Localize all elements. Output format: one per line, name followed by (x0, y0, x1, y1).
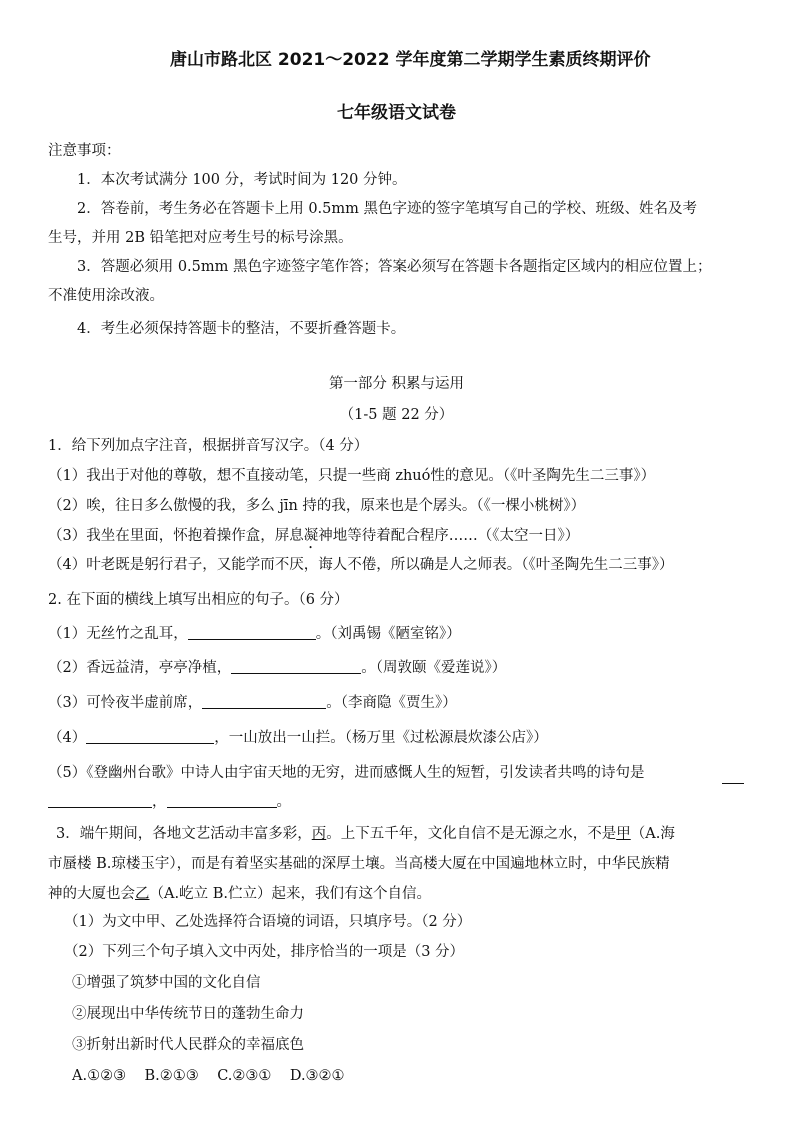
q3-passage-line3 (48, 884, 431, 904)
q3-line1-part3: （A.海 (630, 826, 675, 842)
q2-sub4-answer-blank[interactable] (86, 728, 214, 744)
q3-passage-line1 (56, 824, 675, 844)
q3-blank-jia: 甲 (616, 826, 631, 842)
note-1: 1．本次考试满分 100 分，考试时间为 120 分钟。 (77, 172, 407, 188)
q2-sub3-answer-blank[interactable] (202, 693, 326, 709)
q3-line3-part1: 神的大厦也会 (48, 886, 135, 902)
q1-sub3-part2: 神地等待着配合程序……（《太空一日》） (318, 528, 580, 544)
q2-sub3-tail: 。（李商隐《贾生》） (326, 695, 457, 711)
q2-sub5-comma: ， (152, 794, 167, 810)
q2-sub2-lead: （2）香远益清，亭亭净植， (48, 660, 232, 676)
q2-sub1-lead: （1）无丝竹之乱耳， (48, 626, 188, 642)
q2-sub3-lead: （3）可怜夜半虚前席， (48, 695, 203, 711)
q1-sub4: （4）叶老既是躬行君子，又能学而不厌，诲人不倦，所以确是人之师表。（《叶圣陶先生二三事》） (48, 557, 674, 573)
q2-sub4-lead: （4） (48, 730, 87, 746)
notes-heading: 注意事项： (48, 143, 121, 159)
note-3-line1: 3．答题必须用 0.5mm 黑色字迹签字笔作答；答案必须写在答题卡各题指定区域内的相应位置上； (77, 259, 712, 275)
note-3-line2: 不准使用涂改液。 (48, 288, 164, 304)
exam-title: 唐山市路北区 2021～2022 学年度第二学期学生素质终期评价 (170, 50, 651, 70)
note-2-line2: 生号，并用 2B 铅笔把对应考生号的标号涂黑。 (48, 230, 353, 246)
q2-sub5-line2 (48, 792, 291, 812)
q3-sub1: （1）为文中甲、乙处选择符合语境的词语，只填序号。（2 分） (64, 914, 472, 930)
q3-blank-bing: 丙 (311, 826, 327, 842)
q1-sub3 (48, 526, 579, 552)
q1-sub3-dotted-char: 凝 (303, 528, 319, 544)
note-2-line1: 2．答卷前，考生务必在答题卡上用 0.5mm 黑色字迹的签字笔填写自己的学校、班级、姓名及考 (77, 201, 697, 217)
q3-option-1: ①增强了筑梦中国的文化自信 (72, 975, 261, 991)
q2-sub1-answer-blank[interactable] (188, 624, 316, 640)
q3-choices: A.①②③ B.②①③ C.②③① D.③②① (72, 1068, 345, 1084)
q2-sub5-line1 (48, 763, 644, 783)
q2-sub5-answer-blank-2[interactable] (167, 792, 277, 808)
q3-blank-yi: 乙 (135, 886, 150, 902)
q1-stem: 1．给下列加点字注音，根据拼音写汉字。（4 分） (48, 438, 369, 454)
q1-sub3-part1: （3）我坐在里面，怀抱着操作盒，屏息 (48, 528, 304, 544)
q2-sub3 (48, 693, 457, 713)
exam-subtitle: 七年级语文试卷 (337, 103, 456, 123)
q3-line1-part1: 3．端午期间，各地文艺活动丰富多彩， (56, 826, 312, 842)
q2-stem: 2. 在下面的横线上填写出相应的句子。（6 分） (48, 592, 349, 608)
q2-sub1 (48, 624, 461, 644)
q2-sub5-answer-blank-1[interactable] (48, 792, 152, 808)
note-4: 4．考生必须保持答题卡的整洁，不要折叠答题卡。 (77, 321, 406, 337)
q3-passage-line2: 市蜃楼 B.琼楼玉宇），而是有着坚实基础的深厚土壤。当高楼大厦在中国遍地林立时，中华民族精 (48, 856, 670, 872)
q2-sub2 (48, 658, 506, 678)
q2-sub2-tail: 。（周敦颐《爱莲说》） (361, 660, 507, 676)
q2-sub4-tail: ，一山放出一山拦。（杨万里《过松源晨炊漆公店》） (214, 730, 548, 746)
q1-sub2: （2）唉，往日多么傲慢的我，多么 jīn 持的我，原来也是个孱头。（《一棵小桃树》） (48, 498, 586, 514)
q2-sub5-lead: （5）《登幽州台歌》中诗人由宇宙天地的无穷，进而感慨人生的短暂，引发读者共鸣的诗句是 (48, 765, 645, 781)
q2-sub5-answer-blank-start[interactable] (722, 768, 744, 784)
q3-line1-part2: 。上下五千年，文化自信不是无源之水，不是 (326, 826, 617, 842)
q2-sub4 (48, 728, 548, 748)
part1-heading: 第一部分 积累与运用 (328, 376, 465, 392)
q3-sub2: （2）下列三个句子填入文中丙处，排序恰当的一项是（3 分） (64, 944, 465, 960)
q2-sub1-tail: 。（刘禹锡《陋室铭》） (315, 626, 461, 642)
q2-sub2-answer-blank[interactable] (231, 658, 361, 674)
q3-option-2: ②展现出中华传统节日的蓬勃生命力 (72, 1006, 304, 1022)
part1-range: （1-5 题 22 分） (339, 407, 454, 423)
q3-option-3: ③折射出新时代人民群众的幸福底色 (72, 1037, 304, 1053)
q1-sub1: （1）我出于对他的尊敬，想不直接动笔，只提一些商 zhuó性的意见。（《叶圣陶先生二三事》） (48, 468, 656, 484)
q2-sub5-period: 。 (276, 794, 291, 810)
q3-line3-part2: （A.屹立 B.伫立）起来，我们有这个自信。 (149, 886, 431, 902)
